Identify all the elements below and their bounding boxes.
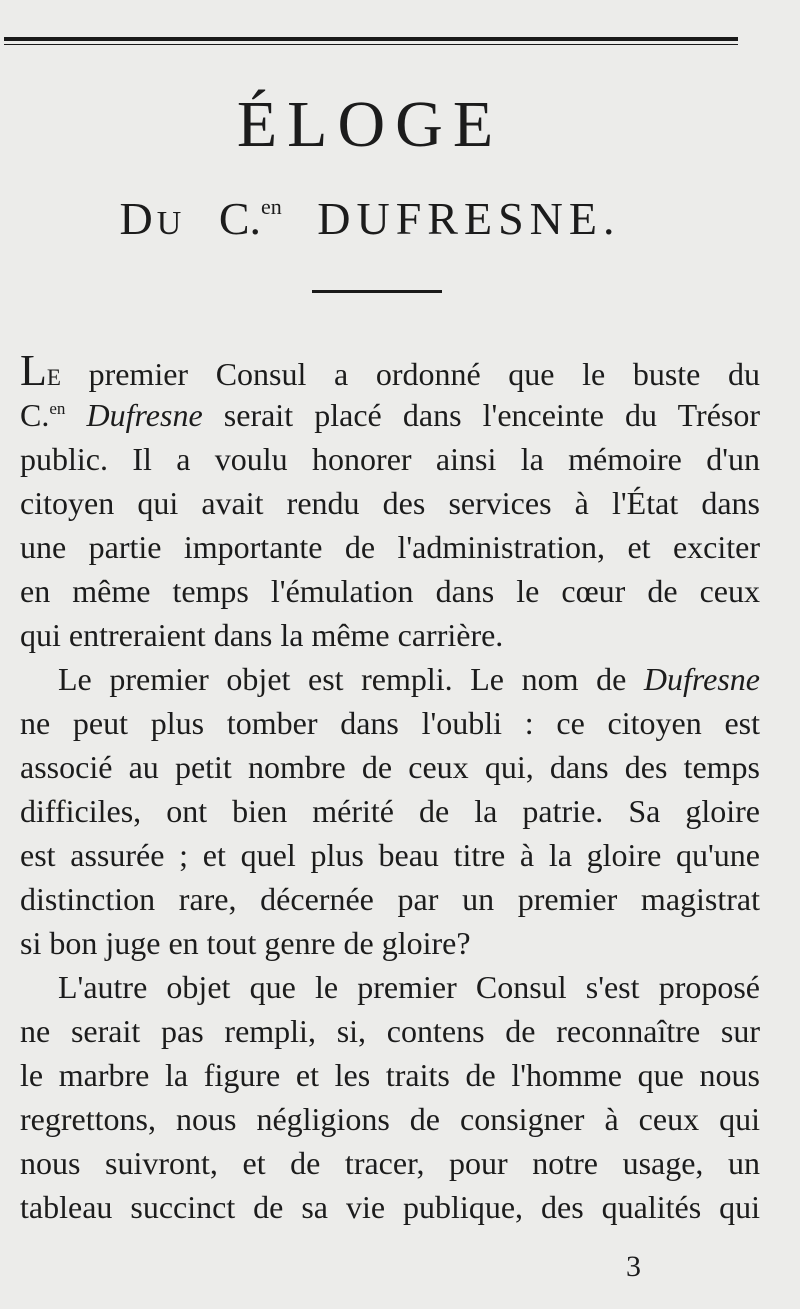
drop-cap: L: [20, 346, 47, 395]
subtitle-name: DUFRESNE.: [317, 193, 621, 244]
text-line: C.$^{en}$ Dufresne serait placé dans l'enceinte du Trésor: [20, 397, 761, 433]
text-line: Le premier objet est rempli. Le nom de Dufresne: [58, 661, 760, 697]
page-subtitle: [0, 193, 740, 244]
text-line: en même temps l'émulation dans le cœur de ceux: [20, 573, 760, 609]
text-line: public. Il a voulu honorer ainsi la mémoire d'un: [20, 441, 760, 477]
text-line: citoyen qui avait rendu des services à l'État dans: [20, 485, 760, 521]
top-rule-thick: [4, 37, 738, 41]
text-line: LE premier Consul a ordonné que le buste du: [20, 346, 760, 395]
text-line: ne peut plus tomber dans l'oubli : ce citoyen est: [20, 705, 760, 741]
text-line: une partie importante de l'administration, et exciter: [20, 529, 760, 565]
top-rule-thin: [4, 44, 738, 45]
text-line: distinction rare, décernée par un premier magistrat: [20, 881, 760, 917]
text-line: difficiles, ont bien mérité de la patrie. Sa gloire: [20, 793, 760, 829]
text-line: associé au petit nombre de ceux qui, dans des temps: [20, 749, 760, 785]
subtitle-du: DU: [119, 193, 186, 244]
text-line: si bon juge en tout genre de gloire?: [20, 925, 471, 961]
text-line: L'autre objet que le premier Consul s'est proposé: [58, 969, 760, 1005]
body-text: [20, 346, 761, 1229]
text-line: ne serait pas rempli, si, contens de reconnaître sur: [20, 1013, 760, 1049]
page-number: 3: [626, 1250, 641, 1283]
text-line: tableau succinct de sa vie publique, des qualités qui: [20, 1189, 760, 1225]
text-line: nous suivront, et de tracer, pour notre usage, un: [20, 1145, 760, 1181]
text-line: le marbre la figure et les traits de l'homme que nous: [20, 1057, 760, 1093]
text-line: regrettons, nous négligions de consigner à ceux qui: [20, 1101, 760, 1137]
text-line: est assurée ; et quel plus beau titre à la gloire qu'une: [20, 837, 760, 873]
title-divider: [312, 290, 442, 293]
text-line: qui entreraient dans la même carrière.: [20, 617, 504, 653]
subtitle-citizen: C.$^{en}$: [218, 193, 282, 244]
page-title: ÉLOGE: [236, 88, 504, 161]
